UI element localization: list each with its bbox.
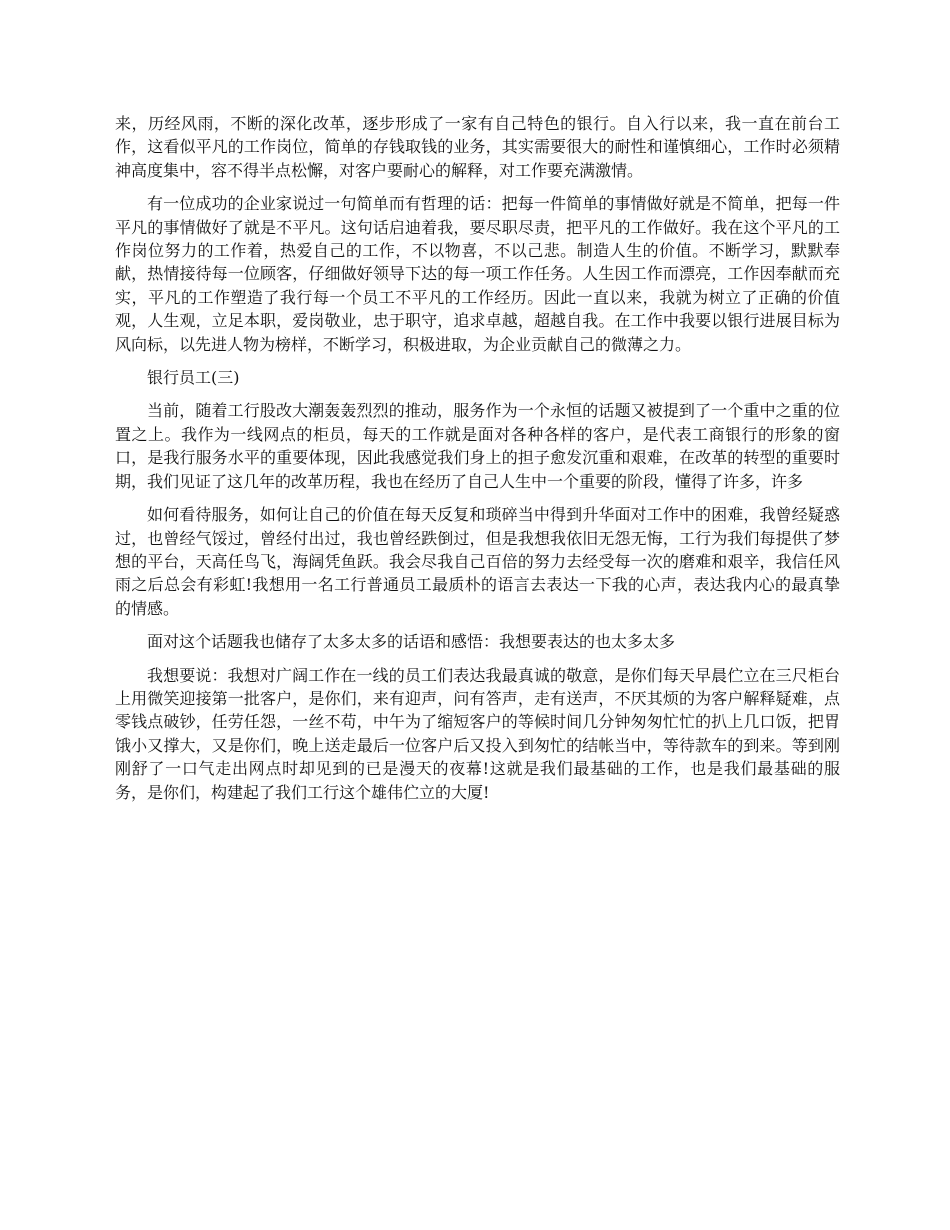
paragraph-reform: 当前，随着工行股改大潮轰轰烈烈的推动，服务作为一个永恒的话题又被提到了一个重中之重的位置之上。我作为一线网点的柜员，每天的工作就是面对各种各样的客户，是代表工商银行的形象的窗口，是我行服务水平的重要体现，因此我感觉我们身上的担子愈发沉重和艰难，在改革的转型的重要时期，我们见证了这几年的改革历程，我也在经历了自己人生中一个重要的阶段，懂得了许多，许多	[115, 401, 840, 491]
document-page	[115, 112, 840, 814]
paragraph-entrepreneur-quote: 有一位成功的企业家说过一句简单而有哲理的话：把每一件简单的事情做好就是不简单，把每一件平凡的事情做好了就是不平凡。这句话启迪着我，要尽职尽责，把平凡的工作做好。我在这个平凡的工作岗位努力的工作着，热爱自己的工作，不以物喜，不以己悲。制造人生的价值。不断学习，默默奉献，热情接待每一位顾客，仔细做好领导下达的每一项工作任务。人生因工作而漂亮，工作因奉献而充实，平凡的工作塑造了我行每一个员工不平凡的工作经历。因此一直以来，我就为树立了正确的价值观，人生观，立足本职，爱岗敬业，忠于职守，追求卓越，超越自我。在工作中我要以银行进展目标为风向标，以先进人物为榜样，不断学习，积极进取，为企业贡献自己的微薄之力。	[115, 194, 840, 354]
paragraph-service: 如何看待服务，如何让自己的价值在每天反复和琐碎当中得到升华面对工作中的困难，我曾经疑惑过，也曾经气馁过，曾经付出过，我也曾经跌倒过，但是我想我依旧无怨无悔，工行为我们每提供了梦想的平台，天高任鸟飞，海阔凭鱼跃。我会尽我自己百倍的努力去经受每一次的磨难和艰辛，我信任风雨之后总会有彩虹!我想用一名工行普通员工最质朴的语言去表达一下我的心声，表达我内心的最真挚的情感。	[115, 505, 840, 618]
paragraph-tribute: 我想要说：我想对广阔工作在一线的员工们表达我最真诚的敬意，是你们每天早晨伫立在三尺柜台上用微笑迎接第一批客户，是你们，来有迎声，问有答声，走有送声，不厌其烦的为客户解释疑难，点零钱点破钞，任劳任怨，一丝不苟，中午为了缩短客户的等候时间几分钟匆匆忙忙的扒上几口饭，把胃饿小又撑大，又是你们，晚上送走最后一位客户后又投入到匆忙的结帐当中，等待款车的到来。等到刚刚舒了一口气走出网点时却见到的已是漫天的夜幕!这就是我们最基础的工作，也是我们最基础的服务，是你们，构建起了我们工行这个雄伟伫立的大厦!	[115, 665, 840, 802]
paragraph-continuation: 来，历经风雨，不断的深化改革，逐步形成了一家有自己特色的银行。自入行以来，我一直在前台工作，这看似平凡的工作岗位，简单的存钱取钱的业务，其实需要很大的耐性和谨慎细心，工作时必须精神高度集中，容不得半点松懈，对客户要耐心的解释，对工作要充满激情。	[115, 114, 840, 180]
section-heading: 银行员工(三)	[147, 368, 240, 388]
paragraph-topic: 面对这个话题我也储存了太多太多的话语和感悟：我想要表达的也太多太多	[147, 632, 676, 652]
